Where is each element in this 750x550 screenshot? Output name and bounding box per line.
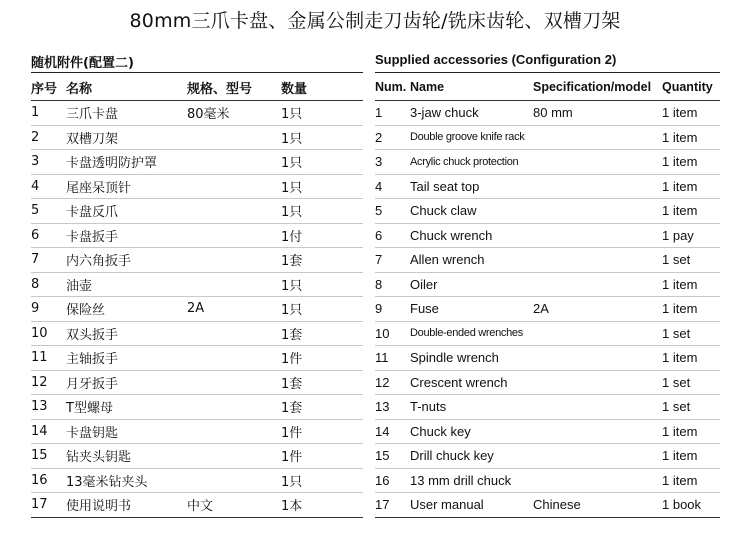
column-header-num: Num. [375, 74, 410, 101]
table-row [375, 125, 720, 150]
cell-qty: 1只 [281, 125, 363, 150]
cell-spec: 中文 [187, 493, 281, 518]
cell-num: 1 [31, 101, 66, 126]
cell-name: 3-jaw chuck [410, 101, 533, 126]
cell-num: 10 [31, 321, 66, 346]
cell-name: Allen wrench [410, 248, 533, 273]
table-row [375, 223, 720, 248]
cell-num: 11 [31, 346, 66, 371]
cell-name: Drill chuck key [410, 444, 533, 469]
cell-num: 5 [31, 199, 66, 224]
cell-name: 卡盘反爪 [66, 199, 187, 224]
cell-qty: 1只 [281, 199, 363, 224]
cell-num: 7 [31, 248, 66, 273]
table-row [375, 493, 720, 518]
cell-qty: 1件 [281, 346, 363, 371]
cell-name: 尾座呆顶针 [66, 174, 187, 199]
cell-name: Fuse [410, 297, 533, 322]
cell-name: 钻夹头钥匙 [66, 444, 187, 469]
cell-num: 5 [375, 199, 410, 224]
cell-spec [533, 321, 662, 346]
cell-spec [533, 223, 662, 248]
cell-name: 月牙扳手 [66, 370, 187, 395]
cell-name: User manual [410, 493, 533, 518]
cell-num: 9 [31, 297, 66, 322]
cell-num: 2 [31, 125, 66, 150]
left-section-heading: 随机附件(配置二) [31, 56, 134, 71]
cell-name: 油壶 [66, 272, 187, 297]
cell-num: 1 [375, 101, 410, 126]
table-row [31, 199, 363, 224]
table-row [31, 419, 363, 444]
cell-qty: 1 item [662, 297, 720, 322]
cell-num: 2 [375, 125, 410, 150]
cell-num: 13 [375, 395, 410, 420]
cell-spec: 2A [533, 297, 662, 322]
cell-num: 4 [31, 174, 66, 199]
cell-num: 17 [31, 493, 66, 518]
cell-name: 主轴扳手 [66, 346, 187, 371]
cell-spec [187, 272, 281, 297]
cell-spec: 2A [187, 297, 281, 322]
cell-spec [187, 150, 281, 175]
table-row [31, 150, 363, 175]
cell-name: 保险丝 [66, 297, 187, 322]
cell-spec [187, 199, 281, 224]
table-row [375, 248, 720, 273]
cell-num: 10 [375, 321, 410, 346]
cell-qty: 1只 [281, 297, 363, 322]
table-row [375, 174, 720, 199]
cell-qty: 1只 [281, 272, 363, 297]
cell-qty: 1 item [662, 125, 720, 150]
cell-num: 14 [31, 419, 66, 444]
cell-name: 三爪卡盘 [66, 101, 187, 126]
cell-qty: 1 item [662, 419, 720, 444]
table-row [375, 199, 720, 224]
cell-name: 双槽刀架 [66, 125, 187, 150]
cell-spec [533, 468, 662, 493]
cell-qty: 1套 [281, 395, 363, 420]
cell-qty: 1 pay [662, 223, 720, 248]
column-header-spec: Specification/model [533, 74, 662, 101]
cell-name: 13 mm drill chuck [410, 468, 533, 493]
table-row [375, 370, 720, 395]
cell-qty: 1本 [281, 493, 363, 518]
cell-name: Crescent wrench [410, 370, 533, 395]
cell-spec [187, 125, 281, 150]
cell-spec [187, 223, 281, 248]
table-row [31, 444, 363, 469]
cell-qty: 1 item [662, 199, 720, 224]
cell-num: 6 [31, 223, 66, 248]
table-row [375, 321, 720, 346]
table-row [31, 272, 363, 297]
column-header-num: 序号 [31, 74, 66, 101]
column-header-spec: 规格、型号 [187, 74, 281, 101]
cell-spec [187, 468, 281, 493]
cell-name: Double groove knife rack [410, 125, 533, 150]
cell-qty: 1付 [281, 223, 363, 248]
table-row [31, 297, 363, 322]
table-row [375, 395, 720, 420]
cell-num: 6 [375, 223, 410, 248]
cell-qty: 1只 [281, 468, 363, 493]
cell-num: 16 [31, 468, 66, 493]
cell-name: 13毫米钻夹头 [66, 468, 187, 493]
cell-name: T型螺母 [66, 395, 187, 420]
cell-qty: 1 item [662, 150, 720, 175]
cell-name: Acrylic chuck protection [410, 150, 533, 175]
table-header-row [31, 74, 363, 101]
cell-name: Chuck claw [410, 199, 533, 224]
cell-name: Tail seat top [410, 174, 533, 199]
table-row [375, 468, 720, 493]
table-row [375, 272, 720, 297]
cell-name: 使用说明书 [66, 493, 187, 518]
cell-spec [533, 272, 662, 297]
cell-spec [533, 346, 662, 371]
cell-qty: 1 set [662, 395, 720, 420]
cell-qty: 1 item [662, 272, 720, 297]
cell-num: 15 [31, 444, 66, 469]
cell-qty: 1只 [281, 174, 363, 199]
cell-qty: 1 item [662, 468, 720, 493]
cell-num: 8 [31, 272, 66, 297]
table-row [31, 493, 363, 518]
cell-spec [187, 321, 281, 346]
column-header-qty: 数量 [281, 74, 363, 101]
cell-spec [187, 174, 281, 199]
cell-name: Spindle wrench [410, 346, 533, 371]
table-row [31, 370, 363, 395]
cell-spec [187, 419, 281, 444]
cell-qty: 1 set [662, 370, 720, 395]
column-header-name: 名称 [66, 74, 187, 101]
cell-name: 卡盘透明防护罩 [66, 150, 187, 175]
table-row [375, 444, 720, 469]
document-title: 80mm三爪卡盘、金属公制走刀齿轮/铣床齿轮、双槽刀架 [129, 10, 621, 32]
cell-spec [533, 248, 662, 273]
cell-num: 17 [375, 493, 410, 518]
right-top-rule [375, 72, 720, 73]
column-header-name: Name [410, 74, 533, 101]
table-row [375, 101, 720, 126]
cell-num: 12 [375, 370, 410, 395]
left-top-rule [31, 72, 363, 73]
cell-name: T-nuts [410, 395, 533, 420]
cell-qty: 1件 [281, 419, 363, 444]
cell-spec [533, 444, 662, 469]
cell-name: Double-ended wrenches [410, 321, 533, 346]
cell-qty: 1只 [281, 101, 363, 126]
cell-name: 内六角扳手 [66, 248, 187, 273]
cell-spec: 80毫米 [187, 101, 281, 126]
cell-qty: 1件 [281, 444, 363, 469]
table-row [31, 223, 363, 248]
cell-qty: 1 item [662, 174, 720, 199]
cell-name: 卡盘钥匙 [66, 419, 187, 444]
cell-num: 4 [375, 174, 410, 199]
cell-num: 9 [375, 297, 410, 322]
table-row [31, 248, 363, 273]
cell-spec [187, 370, 281, 395]
cell-spec: 80 mm [533, 101, 662, 126]
cell-name: Chuck key [410, 419, 533, 444]
accessories-table-english [375, 74, 720, 518]
column-header-qty: Quantity [662, 74, 720, 101]
cell-num: 14 [375, 419, 410, 444]
table-row [31, 468, 363, 493]
cell-name: Oiler [410, 272, 533, 297]
right-section-heading: Supplied accessories (Configuration 2) [375, 52, 617, 67]
cell-qty: 1 set [662, 321, 720, 346]
cell-name: Chuck wrench [410, 223, 533, 248]
table-row [375, 297, 720, 322]
cell-num: 3 [375, 150, 410, 175]
cell-spec [533, 419, 662, 444]
cell-spec [533, 125, 662, 150]
cell-spec [187, 444, 281, 469]
cell-spec [533, 174, 662, 199]
cell-qty: 1 item [662, 444, 720, 469]
table-row [31, 125, 363, 150]
cell-qty: 1 set [662, 248, 720, 273]
table-row [375, 419, 720, 444]
table-row [31, 174, 363, 199]
cell-num: 7 [375, 248, 410, 273]
cell-spec [533, 395, 662, 420]
cell-qty: 1套 [281, 248, 363, 273]
cell-qty: 1 book [662, 493, 720, 518]
cell-qty: 1套 [281, 321, 363, 346]
cell-qty: 1 item [662, 101, 720, 126]
cell-spec [533, 199, 662, 224]
table-header-row [375, 74, 720, 101]
table-row [31, 346, 363, 371]
cell-qty: 1套 [281, 370, 363, 395]
cell-qty: 1 item [662, 346, 720, 371]
cell-num: 3 [31, 150, 66, 175]
cell-spec: Chinese [533, 493, 662, 518]
cell-spec [533, 150, 662, 175]
cell-num: 13 [31, 395, 66, 420]
table-row [31, 101, 363, 126]
table-row [375, 150, 720, 175]
cell-spec [187, 346, 281, 371]
cell-spec [533, 370, 662, 395]
cell-num: 8 [375, 272, 410, 297]
cell-spec [187, 395, 281, 420]
cell-num: 12 [31, 370, 66, 395]
cell-name: 双头扳手 [66, 321, 187, 346]
accessories-table-chinese [31, 74, 363, 518]
cell-num: 16 [375, 468, 410, 493]
cell-num: 11 [375, 346, 410, 371]
table-row [375, 346, 720, 371]
table-row [31, 321, 363, 346]
table-row [31, 395, 363, 420]
cell-spec [187, 248, 281, 273]
cell-qty: 1只 [281, 150, 363, 175]
cell-name: 卡盘扳手 [66, 223, 187, 248]
cell-num: 15 [375, 444, 410, 469]
